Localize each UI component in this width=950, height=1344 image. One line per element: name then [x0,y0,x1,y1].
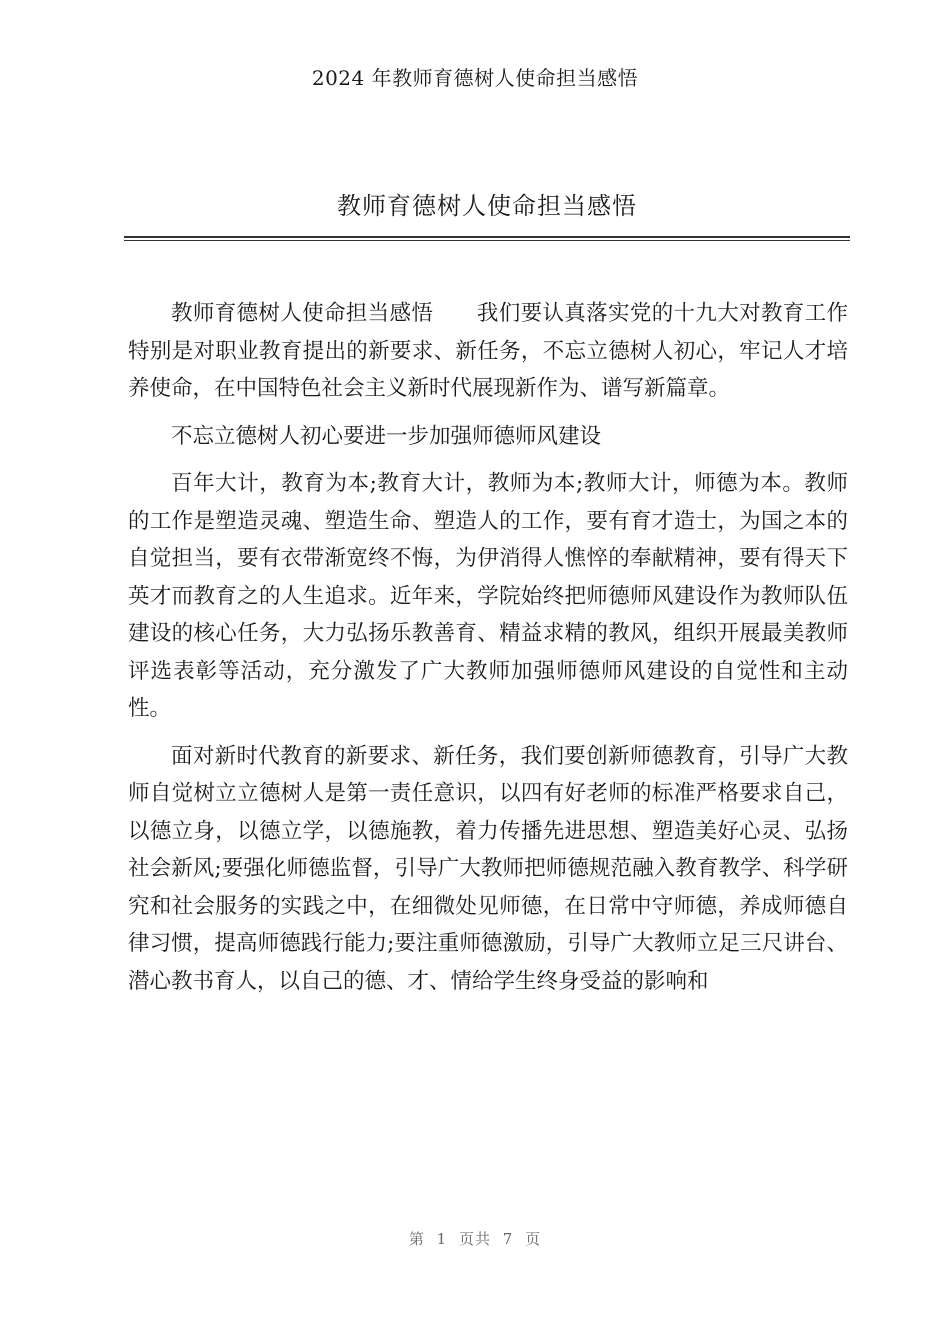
document-title: 教师育德树人使命担当感悟 [337,192,637,220]
document-body [128,295,848,1010]
paragraph: 教师育德树人使命担当感悟 我们要认真落实党的十九大对教育工作特别是对职业教育提出的新要求、新任务，不忘立德树人初心，牢记人才培养使命，在中国特色社会主义新时代展现新作为、谱写新篇章。 [128,301,848,401]
paragraph: 面对新时代教育的新要求、新任务，我们要创新师德教育，引导广大教师自觉树立立德树人是第一责任意识，以四有好老师的标准严格要求自己，以德立身，以德立学，以德施教，着力传播先进思想、塑造美好心灵、弘扬社会新风;要强化师德监督，引导广大教师把师德规范融入教育教学、科学研究和社会服务的实践之中，在细微处见师德，在日常中守师德，养成师德自律习惯，提高师德践行能力;要注重师德激励，引导广大教师立足三尺讲台、潜心教书育人，以自己的德、才、情给学生终身受益的影响和 [128,743,848,994]
paragraph: 不忘立德树人初心要进一步加强师德师风建设 [171,423,602,449]
paragraph: 百年大计，教育为本;教育大计，教师为本;教师大计，师德为本。教师的工作是塑造灵魂、塑造生命、塑造人的工作，要有育才造士，为国之本的自觉担当，要有衣带渐宽终不悔，为伊消得人憔悴的奉献精神，要有得天下英才而教育之的人生追求。近年来，学院始终把师德师风建设作为教师队伍建设的核心任务，大力弘扬乐教善育、精益求精的教风，组织开展最美教师评选表彰等活动，充分激发了广大教师加强师德师风建设的自觉性和主动性。 [128,471,848,721]
page-footer: 第 1 页共 7 页 [408,1230,542,1248]
running-header: 2024 年教师育德树人使命担当感悟 [311,66,639,90]
title-block [124,186,850,221]
title-divider [124,236,850,241]
